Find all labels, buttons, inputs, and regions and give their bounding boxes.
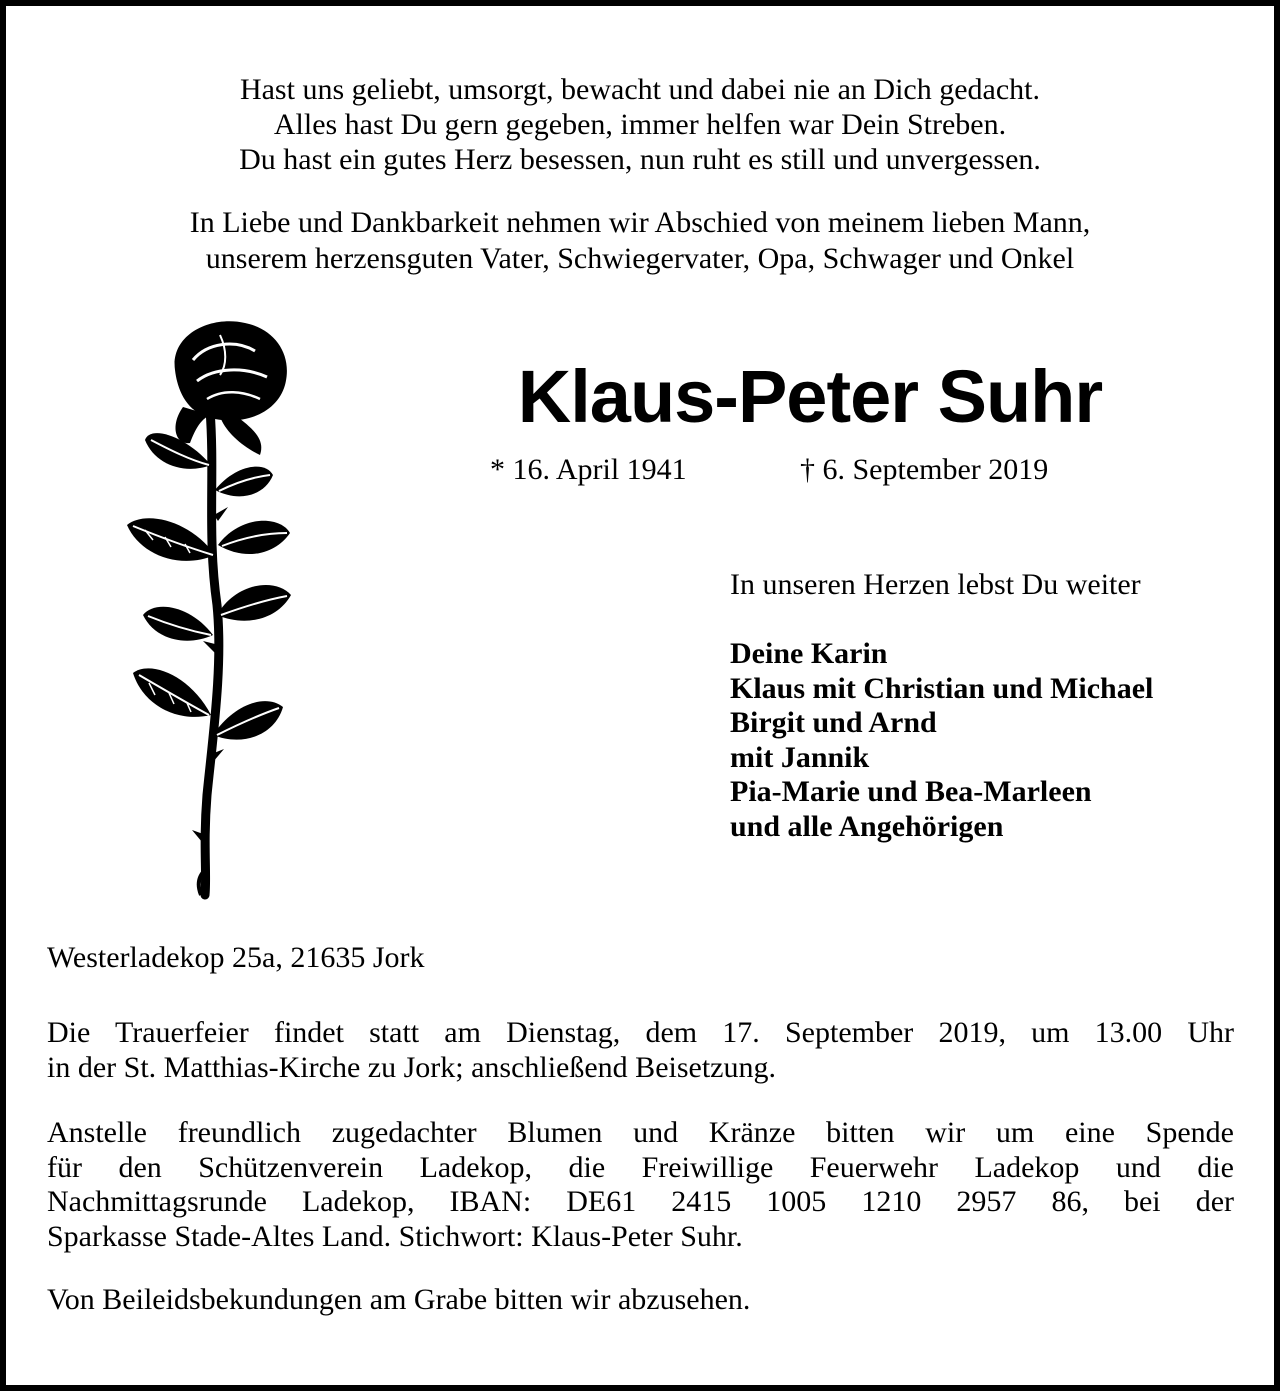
condolence-line: Von Beileidsbekundungen am Grabe bitten wir abzusehen. — [47, 1283, 751, 1316]
family-member: mit Jannik — [730, 740, 870, 774]
poem-line: Alles hast Du gern gegeben, immer helfen war Dein Streben. — [273, 108, 1007, 141]
family-list — [730, 637, 1153, 844]
donation-paragraph — [47, 1116, 1234, 1254]
deceased-name: Klaus-Peter Suhr — [517, 355, 1103, 438]
rose-icon — [115, 315, 315, 905]
donation-line: für den Schützenverein Ladekop, die Freiwillige Feuerwehr Ladekop und die — [47, 1150, 1234, 1184]
donation-line: Nachmittagsrunde Ladekop, IBAN: DE61 2415 1005 1210 2957 86, bei der — [47, 1185, 1234, 1218]
death-date: † 6. September 2019 — [800, 453, 1049, 486]
motto: In unseren Herzen lebst Du weiter — [730, 568, 1141, 601]
poem-line: Hast uns geliebt, umsorgt, bewacht und dabei nie an Dich gedacht. — [239, 73, 1041, 106]
birth-date: * 16. April 1941 — [490, 453, 687, 486]
family-member: und alle Angehörigen — [730, 809, 1004, 843]
family-member: Pia-Marie und Bea-Marleen — [730, 775, 1092, 808]
ceremony-line: Die Trauerfeier findet statt am Dienstag, dem 17. September 2019, um 13.00 Uhr — [47, 1016, 1234, 1049]
ceremony-line: in der St. Matthias-Kirche zu Jork; anschließend Beisetzung. — [47, 1050, 776, 1084]
family-member: Birgit und Arnd — [730, 706, 937, 739]
family-member: Deine Karin — [730, 637, 888, 670]
farewell-line: unserem herzensguten Vater, Schwiegervater, Opa, Schwager und Onkel — [205, 242, 1075, 275]
farewell-text — [0, 205, 1280, 277]
poem-line: Du hast ein gutes Herz besessen, nun ruht es still und unvergessen. — [239, 143, 1041, 176]
donation-line: Anstelle freundlich zugedachter Blumen und Kränze bitten wir um eine Spende — [47, 1116, 1234, 1149]
poem — [0, 72, 1280, 177]
condolence-note — [47, 1283, 1234, 1318]
address: Westerladekop 25a, 21635 Jork — [47, 941, 425, 974]
ceremony-paragraph — [47, 1016, 1234, 1085]
donation-line: Sparkasse Stade-Altes Land. Stichwort: Klaus-Peter Suhr. — [47, 1219, 743, 1253]
farewell-line: In Liebe und Dankbarkeit nehmen wir Abschied von meinem lieben Mann, — [189, 206, 1091, 239]
family-member: Klaus mit Christian und Michael — [730, 671, 1154, 705]
